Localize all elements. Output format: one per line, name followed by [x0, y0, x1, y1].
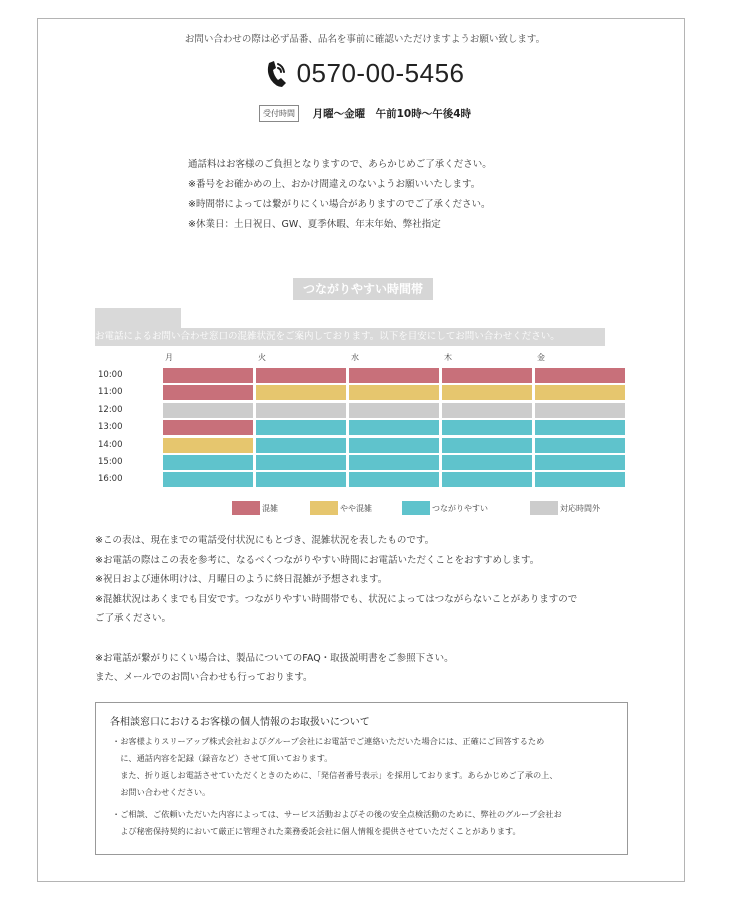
banner-tab [95, 308, 181, 328]
legend-label: 対応時間外 [560, 504, 600, 513]
footnote-line: ご了承ください。 [95, 613, 172, 625]
privacy-line: ・お客様よりスリーアップ株式会社およびグループ会社にお電話でご連絡いただいた場合には、正確にご回答するため [112, 736, 545, 746]
legend-label: 混雑 [262, 504, 278, 513]
day-label: 火 [258, 353, 266, 362]
footnote-line: また、メールでのお問い合わせも行っております。 [95, 672, 313, 684]
chart-cell-easy [442, 420, 532, 435]
time-label: 13:00 [98, 422, 123, 433]
time-label: 16:00 [98, 474, 123, 485]
chart-cell-moderate [256, 385, 346, 400]
chart-cell-easy [535, 420, 625, 435]
chart-cell-closed [256, 403, 346, 418]
chart-cell-easy [256, 438, 346, 453]
footnote-line: ※お電話の際はこの表を参考に、なるべくつながりやすい時間にお電話いただくことをおすすめします。 [95, 554, 540, 566]
chart-cell-easy [535, 438, 625, 453]
business-hours [0, 105, 730, 122]
legend-swatch [232, 501, 260, 515]
privacy-line: に、通話内容を記録（録音など）させて頂いております。 [112, 753, 333, 763]
day-label: 木 [444, 353, 452, 362]
footnote-line: ※お電話が繋がりにくい場合は、製品についてのFAQ・取扱説明書をご参照下さい。 [95, 652, 454, 664]
time-label: 10:00 [98, 370, 123, 380]
note-line: ※時間帯によっては繋がりにくい場合がありますのでご了承ください。 [188, 199, 491, 210]
legend-swatch [310, 501, 338, 515]
footnote-line: ※この表は、現在までの電話受付状況にもとづき、混雑状況を表したものです。 [95, 535, 435, 546]
chart-cell-easy [349, 420, 439, 435]
day-label: 水 [351, 353, 359, 362]
chart-cell-moderate [163, 438, 253, 453]
chart-cell-moderate [442, 385, 532, 400]
chart-cell-moderate [535, 385, 625, 400]
footnotes [95, 531, 577, 688]
phone-number[interactable]: 0570-00-5456 [296, 58, 465, 88]
chart-intro-banner: お電話によるお問い合わせ窓口の混雑状況をご案内しております。以下を目安にしてお問い合わせください。 [95, 328, 605, 346]
chart-cell-easy [163, 455, 253, 470]
day-label: 月 [165, 353, 173, 362]
hours-text: 月曜～金曜 午前10時～午後4時 [312, 108, 472, 120]
hours-badge: 受付時間 [259, 105, 299, 122]
chart-cell-easy [256, 472, 346, 487]
privacy-line: また、折り返しお電話させていただくときのために、「発信者番号表示」を採用しております。あらかじめご了承の上、 [112, 770, 558, 780]
footnote-spacer [95, 629, 577, 649]
chart-cell-closed [442, 403, 532, 418]
phone-row [0, 58, 730, 89]
chart-cell-moderate [349, 385, 439, 400]
day-label: 金 [537, 353, 545, 362]
privacy-title: 各相談窓口におけるお客様の個人情報のお取扱いについて [110, 717, 370, 728]
note-line: ※休業日：土日祝日、GW、夏季休暇、年末年始、弊社指定 [188, 219, 441, 230]
legend-swatch [402, 501, 430, 515]
privacy-line: お問い合わせください。 [112, 787, 211, 797]
time-label: 15:00 [98, 457, 123, 467]
chart-cell-closed [535, 403, 625, 418]
legend-label: つながりやすい [432, 504, 488, 513]
chart-cell-easy [442, 438, 532, 453]
chart-cell-busy [163, 368, 253, 383]
legend-swatch [530, 501, 558, 515]
chart-cell-easy [163, 472, 253, 487]
intro-text: お問い合わせの際は必ず品番、品名を事前に確認いただけますようお願い致します。 [184, 34, 546, 45]
chart-cell-easy [535, 455, 625, 470]
section-title: つながりやすい時間帯 [293, 278, 433, 300]
chart-cell-easy [442, 455, 532, 470]
note-line: 通話料はお客様のご負担となりますので、あらかじめご了承ください。 [188, 159, 492, 170]
phone-icon [265, 60, 287, 88]
chart-cell-easy [349, 455, 439, 470]
chart-cell-easy [256, 455, 346, 470]
footnote-line: ※祝日および連休明けは、月曜日のように終日混雑が予想されます。 [95, 574, 388, 586]
chart-cell-easy [349, 472, 439, 487]
note-line: ※番号をお確かめの上、おかけ間違えのないようお願いいたします。 [188, 179, 481, 190]
privacy-line: よび秘密保持契約において厳正に管理された業務委託会社に個人情報を提供させていただくことがあります。 [112, 826, 521, 836]
chart-cell-busy [256, 368, 346, 383]
privacy-line: ・ご相談、ご依頼いただいた内容によっては、サービス活動およびその後の安全点検活動のために、弊社のグループ会社お [112, 809, 562, 819]
chart-cell-easy [535, 472, 625, 487]
chart-cell-busy [535, 368, 625, 383]
chart-cell-busy [163, 385, 253, 400]
chart-cell-busy [163, 420, 253, 435]
chart-cell-easy [256, 420, 346, 435]
chart-cell-easy [442, 472, 532, 487]
chart-cell-easy [349, 438, 439, 453]
notes-list [188, 155, 492, 235]
chart-cell-closed [349, 403, 439, 418]
footnote-line: ※混雑状況はあくまでも目安です。つながりやすい時間帯でも、状況によってはつながらないことがありますので [95, 593, 578, 605]
chart-cell-busy [442, 368, 532, 383]
chart-cell-busy [349, 368, 439, 383]
chart-cell-closed [163, 403, 253, 418]
legend-label: やや混雑 [340, 504, 372, 513]
time-label: 11:00 [98, 387, 123, 398]
time-label: 12:00 [98, 404, 123, 415]
time-label: 14:00 [98, 439, 123, 450]
